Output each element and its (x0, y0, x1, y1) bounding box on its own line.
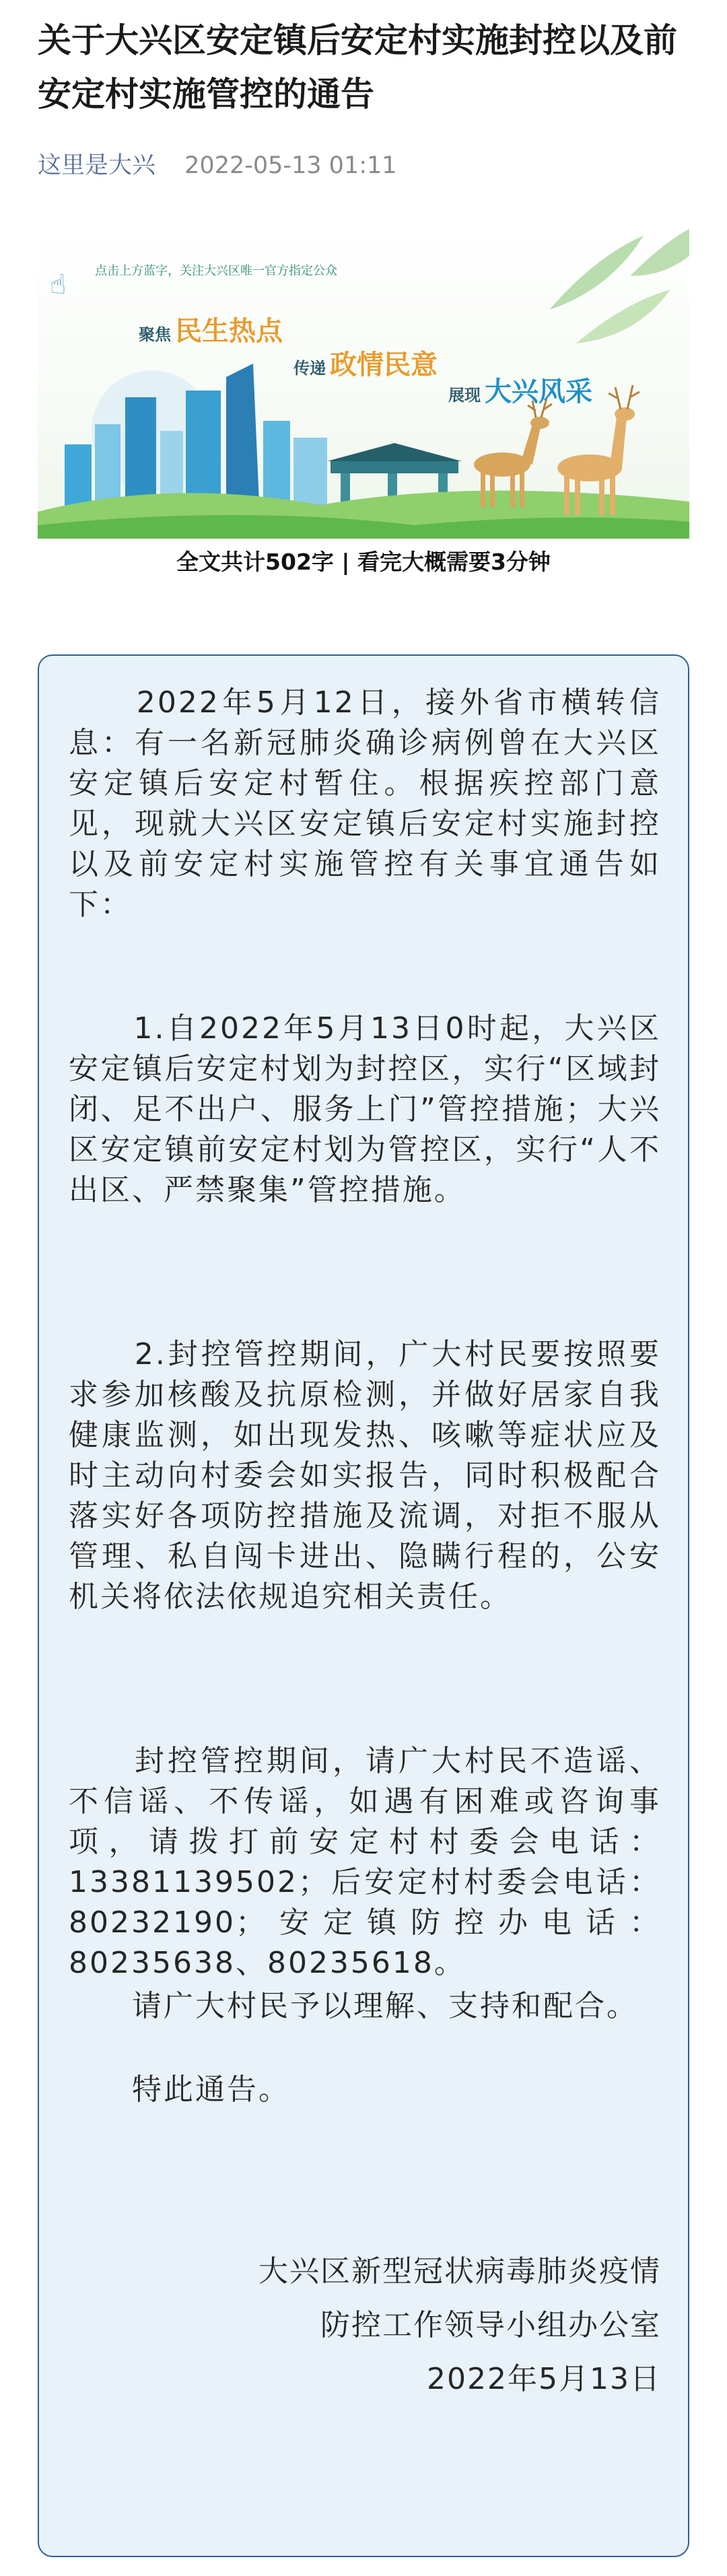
pointer-hand-icon: ☝ (50, 269, 67, 300)
notice-paragraph-contacts: 封控管控期间，请广大村民不造谣、不信谣、不传谣，如遇有困难或咨询事项，请拨打前安定村村委会电话：13381139502；后安定村村委会电话：80232190；安定镇防控办电话：80235638、80235618。 (69, 1744, 661, 1980)
header-banner-image (38, 229, 689, 539)
account-name-link[interactable]: 这里是大兴 (38, 152, 156, 179)
slogan-2: 传递 政情民意 (293, 349, 438, 380)
notice-paragraph-item-1: 1.自2022年5月13日0时起，大兴区安定镇后安定村划为封控区，实行“区域封闭、足不出户、服务上门”管控措施；大兴区安定镇前安定村划为管控区，实行“人不出区、严禁聚集”管控措施。 (69, 1011, 661, 1207)
notice-paragraph-intro: 2022年5月12日，接外省市横转信息：有一名新冠肺炎确诊病例曾在大兴区安定镇后安定村暂住。根据疾控部门意见，现就大兴区安定镇后安定村实施封控以及前安定村实施管控有关事宜通告如下： (69, 685, 661, 922)
notice-paragraph-closing: 特此通告。 (69, 2072, 290, 2107)
notice-paragraph-appeal: 请广大村民予以理解、支持和配合。 (69, 1989, 638, 2023)
reading-stats: 全文共计502字 | 看完大概需要3分钟 (176, 549, 551, 575)
slogan-3: 展现 大兴风采 (448, 376, 592, 407)
notice-box (38, 654, 689, 2557)
signature-date: 2022年5月13日 (427, 2362, 661, 2396)
article-title: 关于大兴区安定镇后安定村实施封控以及前安定村实施管控的通告 (38, 21, 677, 114)
article-meta (38, 149, 397, 182)
notice-paragraph-item-2: 2.封控管控期间，广大村民要按照要求参加核酸及抗原检测，并做好居家自我健康监测，如出现发热、咳嗽等症状应及时主动向村委会如实报告，同时积极配合落实好各项防控措施及流调，对拒不服从管理、私自闯卡进出、隐瞒行程的，公安机关将依法依规追究相关责任。 (69, 1337, 661, 1614)
signature-org-line-2: 防控工作领导小组办公室 (320, 2308, 661, 2342)
publish-datetime: 2022-05-13 01:11 (184, 152, 397, 179)
follow-tip: 点击上方蓝字，关注大兴区唯一官方指定公众 (95, 264, 337, 278)
slogan-1: 聚焦 民生热点 (139, 316, 283, 347)
signature-org-line-1: 大兴区新型冠状病毒肺炎疫情 (258, 2254, 661, 2289)
